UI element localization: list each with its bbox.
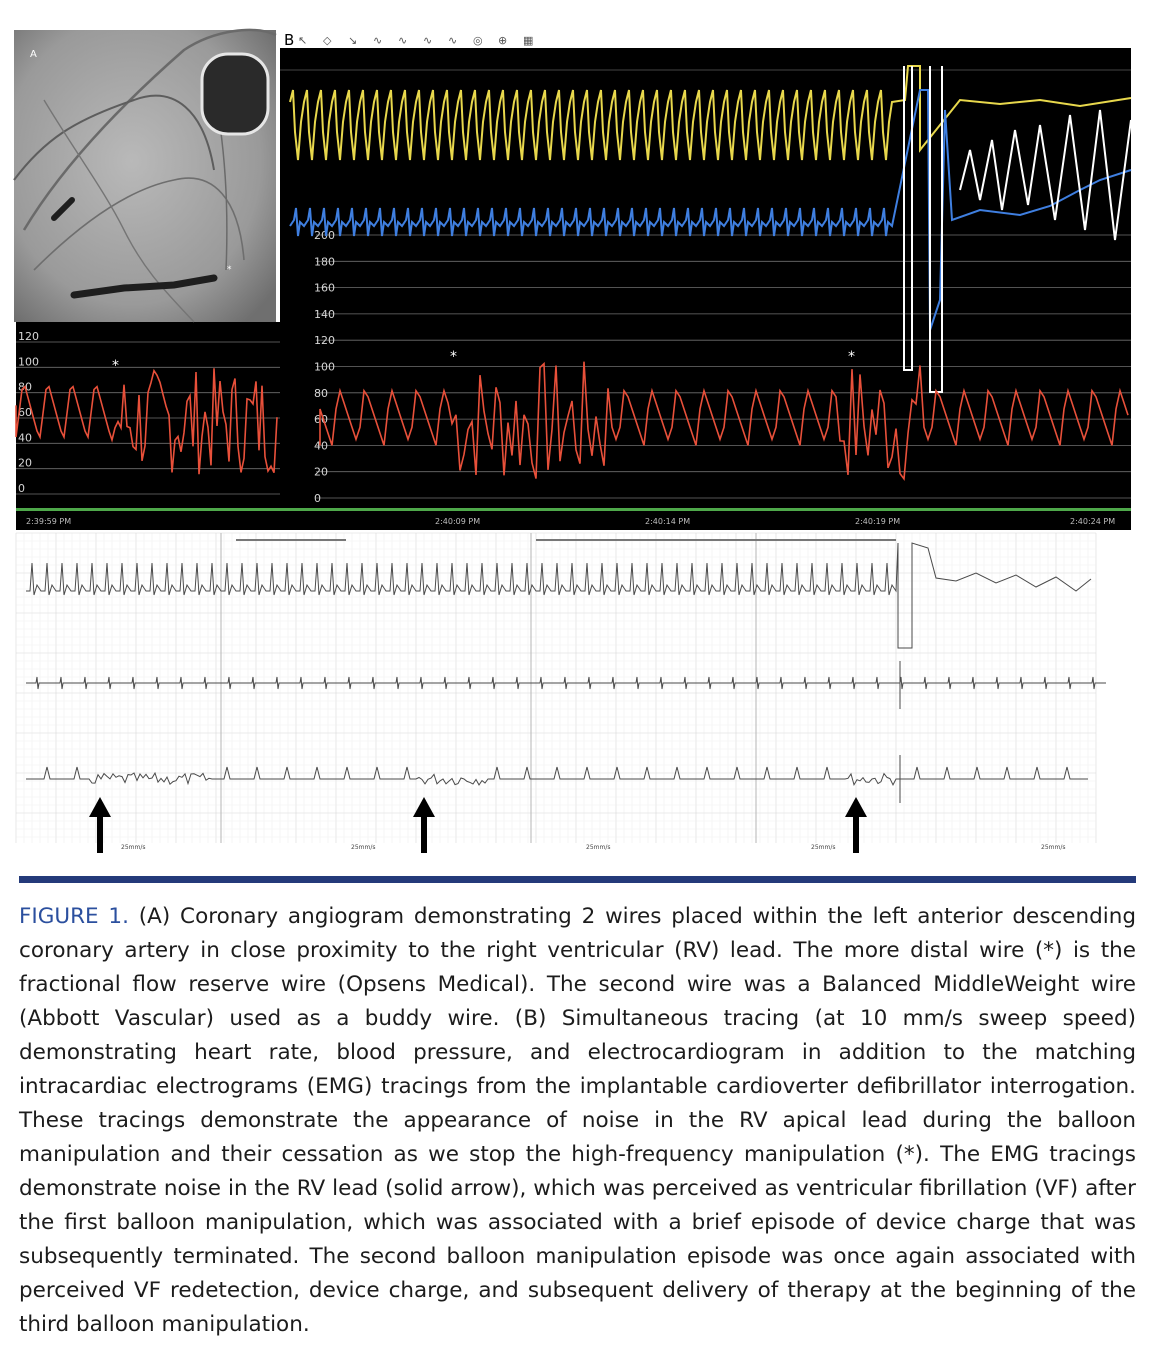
panel-a-letter: A: [30, 49, 37, 60]
scale-label: 120: [314, 334, 335, 348]
eraser-icon: ◇: [323, 34, 332, 47]
blood-pressure-trace-left: [16, 368, 277, 474]
monitor-tracings: [280, 30, 1131, 530]
scale-label: 0: [314, 492, 321, 505]
left-markers: [112, 358, 119, 374]
timestamp: 2:40:14 PM: [645, 517, 691, 526]
scale-label: 60: [314, 413, 328, 427]
solid-arrows: [89, 797, 867, 853]
scale-label: 40: [314, 439, 328, 453]
arrow-shaft: [97, 815, 103, 853]
scale-label: 80: [18, 380, 32, 394]
wave-icon: ∿: [423, 34, 433, 47]
sweep-label: 25mm/s: [1041, 844, 1066, 851]
dial-icon: ⊕: [498, 34, 508, 47]
scale-label: 140: [314, 307, 335, 321]
sweep-label: 25mm/s: [121, 844, 146, 851]
sweep-label: 25mm/s: [811, 844, 836, 851]
timestamp: 2:39:59 PM: [26, 517, 72, 526]
manipulation-marker: *: [450, 349, 457, 366]
timestamp: 2:40:19 PM: [855, 517, 901, 526]
arrow-shaft: [853, 815, 859, 853]
manipulation-markers: [450, 349, 855, 365]
timestamp: 2:40:09 PM: [435, 517, 481, 526]
pointer-icon: ↖: [298, 34, 308, 47]
monitor-left-extension: [16, 322, 280, 530]
arrow-shaft: [421, 815, 427, 853]
sweep-label: 25mm/s: [351, 844, 376, 851]
panel-b-letter: B: [284, 31, 295, 49]
sweep-labels: [121, 844, 1065, 851]
time-axis-left: [16, 508, 280, 511]
monitor-toolbar: [280, 30, 1131, 48]
gauge-icon: ◎: [473, 34, 483, 47]
timestamp: 2:40:24 PM: [1070, 517, 1116, 526]
scale-label: 160: [314, 281, 335, 295]
manipulation-marker: *: [848, 349, 855, 366]
wire-marker: *: [227, 265, 232, 275]
scale-label: 40: [18, 431, 32, 445]
scale-label: 20: [314, 465, 328, 479]
timestamps: [230, 517, 1115, 526]
caption-text: (A) Coronary angiogram demonstrating 2 wires placed within the left anterior descending coronary artery in close proximity to the right ventricular (RV) lead. The more distal wire (*) is the fractional flow reserve wire (Opsens Medical). The second wire was a Balanced MiddleWeight wire (Abbott Vascular) used as a buddy wire. (B) Simultaneous tracing (at 10 mm/s sweep speed) demonstrating heart rate, blood pressure, and electrocardiogram in addition to the matching intracardiac electrograms (EMG) tracings from the implantable cardioverter defibrillator interrogation. These tracings demonstrate the appearance of noise in the RV apical lead during the balloon manipulation and their cessation as we stop the high-frequency manipulation (*). The EMG tracings demonstrate noise in the RV lead (solid arrow), which was perceived as ventricular fibrillation (VF) after the first balloon manipulation, which was associated with a brief episode of device charge that was subsequently terminated. The second balloon manipulation episode was once again associated with perceived VF redetection, device charge, and subsequent delivery of therapy at the beginning of the third balloon manipulation.: [19, 904, 1136, 1337]
wave-icon: ∿: [448, 34, 458, 47]
scale-label: 20: [18, 456, 32, 470]
angiogram-panel: [14, 30, 276, 322]
pressure-scale: [314, 229, 335, 505]
emg-channel-1: [26, 543, 1091, 648]
grid-icon: ▦: [523, 34, 534, 47]
wave-icon: ∿: [373, 34, 383, 47]
angiogram-image: [14, 30, 276, 322]
emg-tracings: [16, 533, 1096, 855]
heart-rate-trace: [290, 66, 1131, 160]
left-pressure-scale: [18, 330, 39, 495]
emg-channel-3: [26, 755, 1088, 803]
figure-label: FIGURE 1.: [19, 904, 129, 929]
scale-label: 120: [18, 330, 39, 343]
left-tracings: [16, 322, 280, 530]
scale-label: 0: [18, 482, 25, 495]
scale-label: 60: [18, 406, 32, 419]
scale-label: 80: [314, 386, 328, 400]
icd-generator: [202, 54, 268, 134]
figure-caption: [19, 900, 1136, 1342]
scale-label: 100: [314, 360, 335, 374]
blood-pressure-trace: [320, 362, 1128, 479]
sweep-label: 25mm/s: [586, 844, 611, 851]
arrow-icon: ↘: [348, 34, 358, 47]
emg-tracing-strip: [16, 533, 1096, 855]
scale-label: 180: [314, 255, 335, 269]
manipulation-marker: *: [112, 357, 119, 374]
saturation-trace: [904, 66, 1131, 392]
hemodynamic-monitor-panel: [280, 30, 1131, 530]
scale-label: 200: [314, 229, 335, 242]
time-axis: [280, 508, 1131, 511]
arrow-head: [89, 797, 111, 817]
wave-icon: ∿: [398, 34, 408, 47]
caption-rule: [19, 876, 1136, 883]
ecg-trace: [290, 90, 1131, 330]
scale-label: 100: [18, 355, 39, 369]
